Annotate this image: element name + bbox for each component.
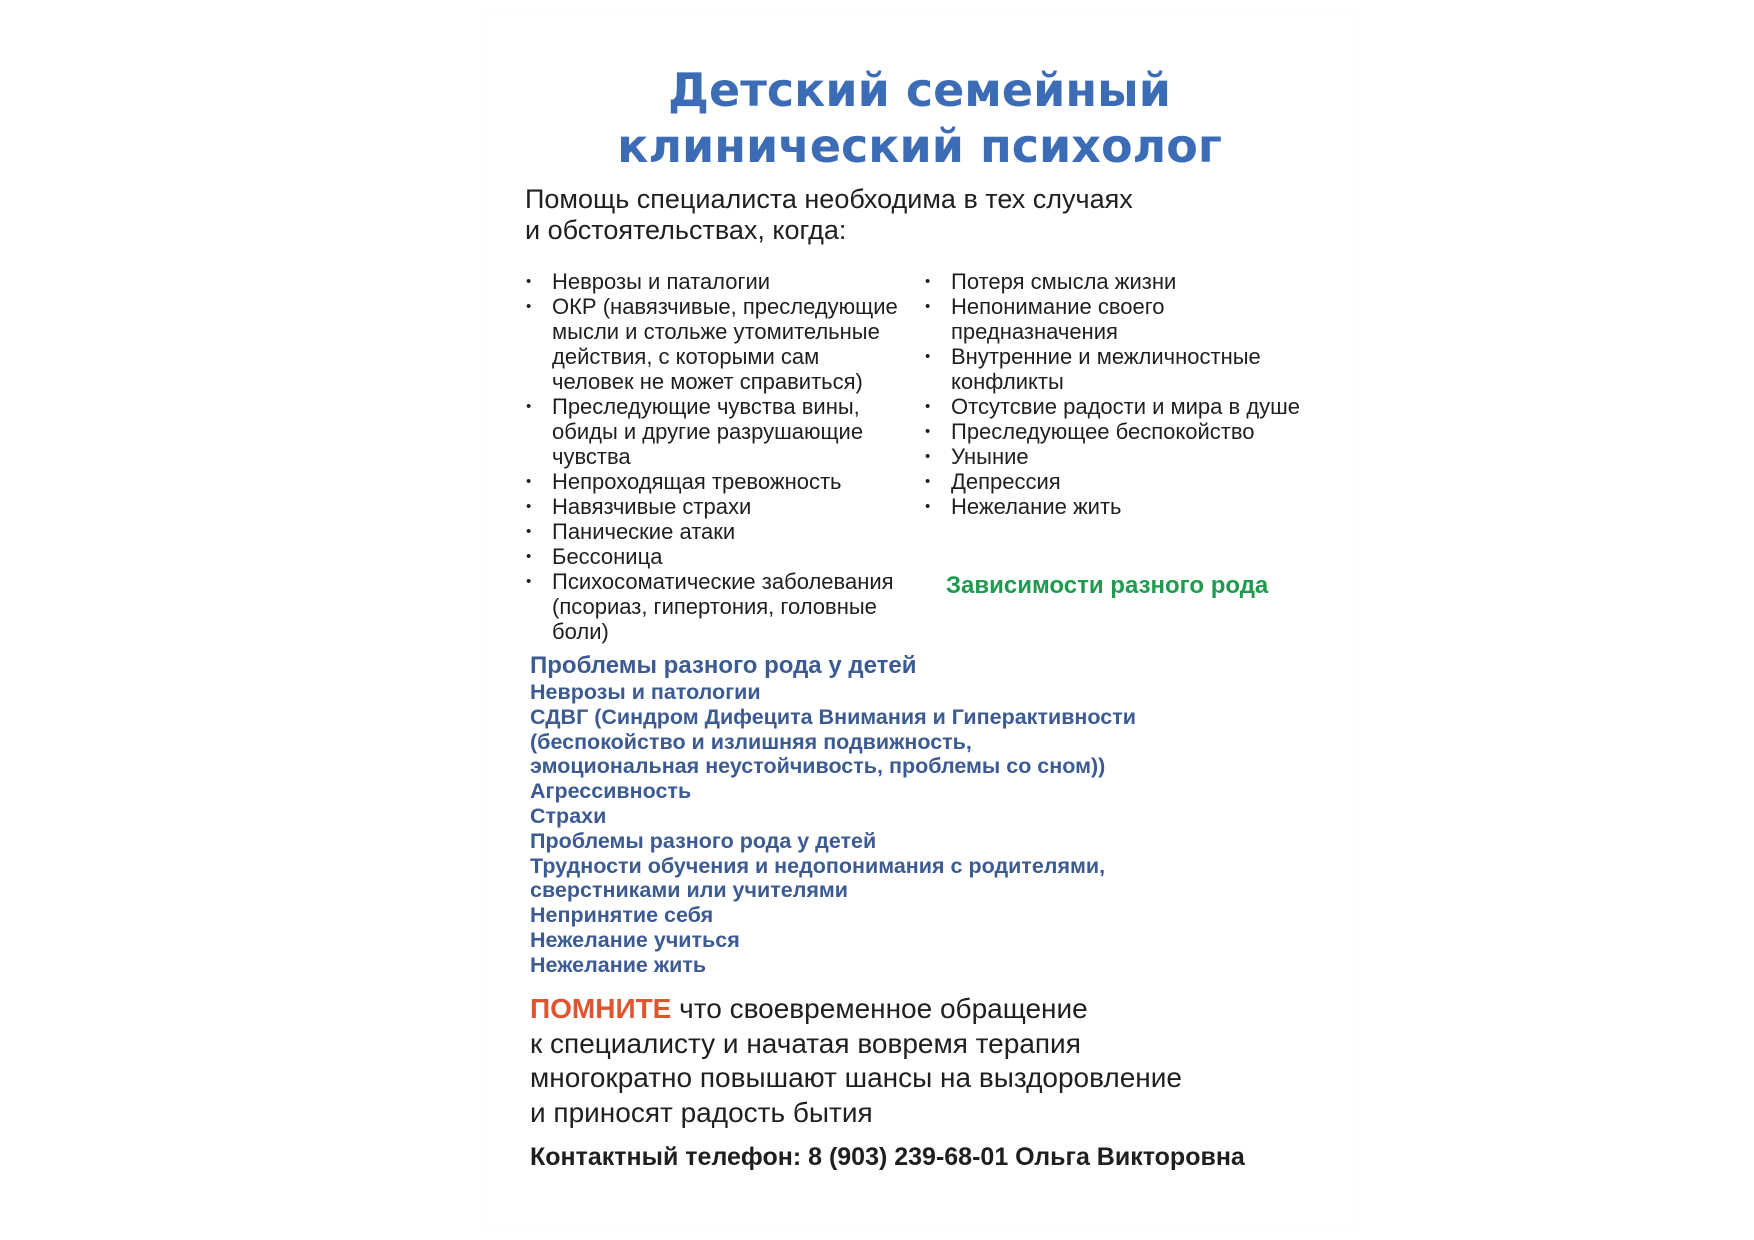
kids-problem-item: Нежелание жить [530, 952, 707, 977]
list-item: • Потеря смысла жизни [925, 269, 1177, 294]
kids-problem-item: Трудности обучения и недопонимания с родителями, [530, 853, 1106, 878]
remember-highlight: ПОМНИТЕ [530, 993, 672, 1024]
list-item: • Панические атаки [526, 519, 736, 544]
list-item: • Преследующее беспокойство [925, 419, 1255, 444]
bullet-icon: • [526, 523, 532, 540]
remember-line-1-text: что своевременное обращение [671, 993, 1088, 1024]
list-item: • Непонимание своего предназначения [925, 294, 1165, 344]
dependencies-heading: Зависимости разного рода [946, 572, 1269, 599]
contact-phone: Контактный телефон: 8 (903) 239-68-01 Ольга Викторовна [530, 1143, 1245, 1171]
intro-line-1: Помощь специалиста необходима в тех случаях [525, 184, 1133, 214]
title-line-2: клинический психолог [617, 119, 1222, 173]
list-item: • Навязчивые страхи [526, 494, 752, 519]
bullet-icon: • [925, 348, 931, 365]
kids-problem-item: Агрессивность [530, 779, 692, 804]
remember-line-4: и приносят радость бытия [530, 1096, 873, 1128]
remember-line-1 [530, 992, 1330, 1027]
bullet-icon: • [526, 573, 532, 590]
bullet-icon: • [526, 473, 532, 490]
kids-problem-item: сверстниками или учителями [530, 878, 849, 903]
kids-problem-item: СДВГ (Синдром Дифецита Внимания и Гиперактивности [530, 704, 1136, 729]
kids-problem-item: эмоциональная неустойчивость, проблемы со сном)) [530, 754, 1106, 779]
bullet-icon: • [526, 273, 532, 290]
bullet-icon: • [526, 548, 532, 565]
bullet-icon: • [526, 398, 532, 415]
bullet-icon: • [925, 448, 931, 465]
flyer-page [487, 12, 1352, 1230]
list-item: • Непроходящая тревожность [526, 469, 842, 494]
bullet-icon: • [925, 298, 931, 315]
bullet-icon: • [925, 273, 931, 290]
kids-problem-item: (беспокойство и излишняя подвижность, [530, 729, 972, 754]
list-item: • Психосоматические заболевания (псориаз, гипертония, головные боли) [526, 569, 894, 644]
remember-line-2: к специалисту и начатая вовремя терапия [530, 1027, 1081, 1059]
kids-problems-section [530, 652, 1330, 978]
page-title [487, 62, 1352, 174]
list-item: • Неврозы и паталогии [526, 269, 771, 294]
kids-problem-item: Неврозы и патологии [530, 680, 761, 704]
bullet-icon: • [925, 498, 931, 515]
list-item: • Внутренние и межличностные конфликты [925, 344, 1261, 394]
kids-problem-item: Проблемы разного рода у детей [530, 828, 877, 853]
bullet-icon: • [526, 498, 532, 515]
remember-line-3: многократно повышают шансы на выздоровление [530, 1062, 1182, 1093]
bullet-icon: • [925, 423, 931, 440]
list-item: • Отсутсвие радости и мира в душе [925, 394, 1301, 419]
kids-problem-item: Непринятие себя [530, 903, 714, 928]
list-item: • Депрессия [925, 469, 1061, 494]
list-item: • Преследующие чувства вины, обиды и другие разрушающие чувства [526, 394, 864, 469]
list-item: • Нежелание жить [925, 494, 1122, 519]
symptoms-list-right [924, 269, 1334, 519]
symptoms-list-left [525, 269, 905, 644]
title-line-1: Детский семейный [668, 63, 1171, 117]
kids-problem-item: Страхи [530, 803, 607, 828]
bullet-icon: • [925, 398, 931, 415]
list-item: • ОКР (навязчивые, преследующие мысли и стольже утомительные действия, с которыми сам человек не может справиться) [526, 294, 898, 394]
intro-text [525, 184, 1305, 246]
remember-note [530, 992, 1330, 1130]
bullet-icon: • [925, 473, 931, 490]
intro-line-2: и обстоятельствах, когда: [525, 215, 847, 245]
kids-problems-heading: Проблемы разного рода у детей [530, 652, 917, 679]
bullet-icon: • [526, 298, 532, 315]
kids-problem-item: Нежелание учиться [530, 927, 740, 952]
list-item: • Уныние [925, 444, 1029, 469]
list-item: • Бессоница [526, 544, 663, 569]
